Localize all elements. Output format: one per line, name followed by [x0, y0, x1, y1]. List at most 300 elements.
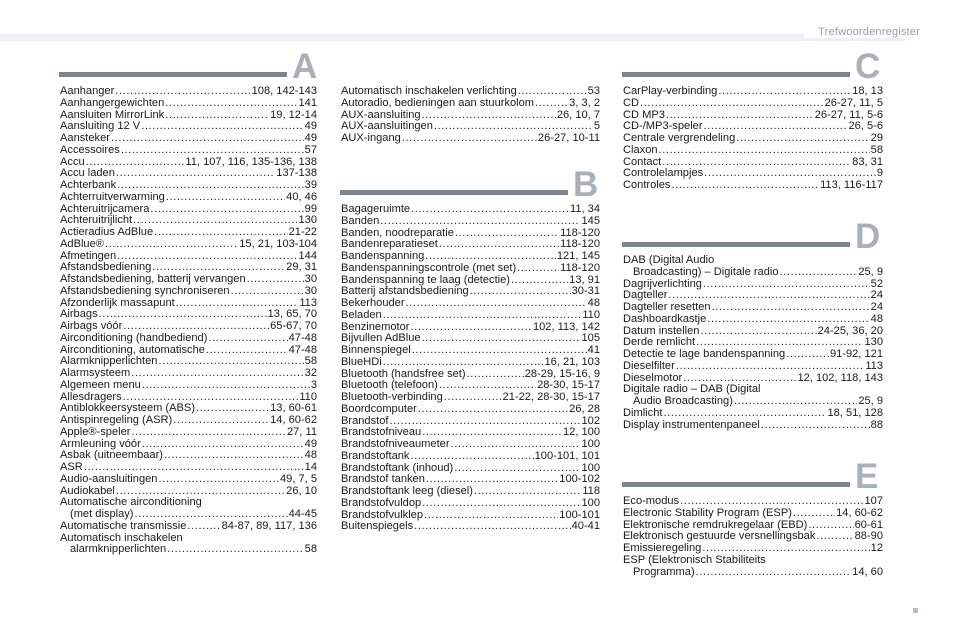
- dot-leader: [450, 439, 581, 451]
- entry-term: Controles: [623, 180, 671, 191]
- entry-pages: 100: [581, 439, 600, 450]
- entry-pages: 49: [304, 438, 317, 450]
- entry-pages: 107: [864, 496, 883, 507]
- entry-term: Achteruitrijcamera: [60, 203, 150, 215]
- entry-pages: 48: [870, 313, 883, 325]
- dot-leader: [164, 98, 297, 110]
- entry-pages: 16, 21, 103: [544, 356, 600, 368]
- entry-term: Apple®-speler: [60, 426, 131, 438]
- dot-leader: [130, 427, 286, 439]
- entry-pages: 118: [582, 486, 600, 497]
- entry-pages: 26, 10: [286, 485, 317, 497]
- entry-pages: 18, 51, 128: [827, 407, 883, 419]
- entry-pages: 57: [304, 144, 317, 156]
- dot-leader: [166, 544, 303, 556]
- index-entry: [623, 279, 883, 291]
- entry-term: Afstandsbediening synchroniseren: [60, 285, 230, 297]
- entry-pages: 13, 65, 70: [267, 309, 317, 321]
- entry-term: Bluetooth-verbinding: [341, 392, 443, 403]
- entry-term: ASR: [60, 462, 83, 473]
- dot-leader: [658, 145, 870, 157]
- entry-term: Bluetooth (telefoon): [341, 380, 438, 392]
- dot-leader: [453, 463, 580, 475]
- dot-leader: [438, 380, 536, 392]
- index-entry: [60, 415, 317, 427]
- dot-leader: [454, 228, 559, 240]
- index-entry: [60, 439, 317, 451]
- entry-term: Airconditioning, automatische: [60, 344, 205, 356]
- index-entry: [60, 333, 317, 345]
- index-entry: [341, 204, 600, 216]
- dot-leader: [667, 290, 869, 302]
- index-entry: [60, 180, 317, 192]
- entry-pages: 137-138: [276, 168, 317, 180]
- entry-pages: 83, 31: [852, 156, 883, 168]
- dot-leader: [116, 251, 297, 263]
- section-letter: E: [855, 457, 879, 496]
- index-entry: [623, 290, 883, 302]
- dot-leader: [703, 168, 876, 180]
- entry-term: Programma): [633, 566, 695, 578]
- entry-term: Armleuning vóór: [60, 438, 141, 450]
- entry-pages: 26, 5-6: [848, 121, 883, 133]
- dot-leader: [516, 263, 559, 275]
- dot-leader: [421, 333, 581, 345]
- index-entry: [623, 255, 883, 267]
- dot-leader: [401, 133, 537, 145]
- entry-term: (met display): [70, 509, 134, 520]
- entry-term: Dagrijverlichting: [623, 278, 702, 290]
- index-entry: [341, 474, 600, 486]
- dot-leader: [717, 86, 851, 98]
- entry-term: AdBlue®: [60, 238, 104, 250]
- entry-term: Claxon: [623, 144, 658, 156]
- entry-pages: 12, 100: [562, 427, 600, 439]
- index-entry: [623, 133, 883, 145]
- entry-pages: 47-48: [288, 332, 317, 344]
- index-entry: [341, 121, 600, 133]
- section-letter: B: [573, 165, 599, 204]
- dot-leader: [424, 251, 556, 263]
- dot-leader: [207, 333, 287, 345]
- entry-term: Digitale radio – DAB (Digital: [623, 384, 761, 396]
- entry-term: Controlelampjes: [623, 168, 704, 180]
- entry-term: Automatische transmissie: [60, 520, 187, 532]
- dot-leader: [410, 204, 569, 216]
- index-entry: [623, 314, 883, 326]
- entry-pages: 121, 145: [556, 251, 600, 262]
- index-entry: [623, 496, 883, 508]
- index-entry: [623, 508, 883, 520]
- dot-leader: [661, 157, 851, 169]
- index-entry: [623, 408, 883, 420]
- entry-term: Bandenreparatieset: [341, 239, 438, 251]
- entry-pages: 49: [304, 133, 317, 144]
- index-entry: [341, 404, 600, 416]
- dot-leader: [670, 180, 819, 192]
- dot-leader: [421, 110, 556, 122]
- dot-leader: [423, 510, 558, 522]
- entry-term: Antispinregeling (ASR): [60, 415, 173, 426]
- entry-pages: 15, 21, 103-104: [239, 238, 317, 250]
- dot-leader: [115, 486, 285, 498]
- index-entry: [60, 380, 317, 392]
- dot-leader: [83, 462, 304, 474]
- index-list-b: [341, 204, 600, 533]
- entry-pages: 13, 91: [569, 274, 600, 286]
- index-entry: [623, 520, 883, 532]
- index-entry: [60, 533, 317, 545]
- index-entry: [341, 86, 600, 98]
- section-heading-c: [622, 47, 884, 88]
- dot-leader: [662, 408, 826, 420]
- dot-leader: [141, 439, 304, 451]
- dot-leader: [473, 486, 581, 498]
- dot-leader: [695, 337, 863, 349]
- entry-pages: 60-61: [854, 519, 883, 531]
- dot-leader: [421, 498, 580, 510]
- entry-term: Airbags: [60, 309, 98, 321]
- entry-pages: 113: [299, 297, 317, 309]
- entry-term: Display instrumentenpaneel: [623, 419, 760, 431]
- entry-term: Centrale vergrendeling: [623, 133, 736, 144]
- index-entry: [623, 168, 883, 180]
- entry-term: Afmetingen: [60, 250, 117, 262]
- dot-leader: [164, 110, 269, 122]
- entry-pages: 30-31: [571, 286, 600, 298]
- entry-pages: 52: [870, 278, 883, 290]
- entry-term: Bandenspanning: [341, 251, 425, 262]
- entry-pages: 39: [304, 180, 317, 191]
- entry-term: Brandstoftank (inhoud): [341, 462, 454, 474]
- index-entry: [60, 521, 317, 533]
- index-entry: [60, 321, 317, 333]
- index-entry: [341, 369, 600, 381]
- dot-leader: [675, 361, 865, 373]
- dot-leader: [230, 286, 304, 298]
- entry-term: Bagageruimte: [341, 204, 411, 215]
- dot-leader: [205, 345, 288, 357]
- index-entry: [60, 298, 317, 310]
- dot-leader: [438, 239, 559, 251]
- dot-leader: [115, 168, 275, 180]
- dot-leader: [411, 345, 587, 357]
- index-entry: [623, 337, 883, 349]
- entry-term: Accu laden: [60, 168, 115, 180]
- entry-term: Audio Broadcasting): [633, 396, 733, 407]
- entry-pages: 12: [870, 543, 883, 554]
- entry-term: Aansteker: [60, 133, 110, 144]
- index-entry: [60, 86, 317, 98]
- entry-term: Automatisch inschakelen verlichting: [341, 86, 517, 97]
- dot-leader: [665, 110, 814, 122]
- dot-leader: [534, 98, 568, 110]
- index-list-a-continued: [341, 86, 600, 145]
- index-entry: [341, 310, 600, 322]
- entry-term: Aanhanger: [60, 86, 115, 97]
- dot-leader: [153, 227, 288, 239]
- index-entry: [623, 384, 883, 396]
- entry-pages: 11, 34: [569, 204, 600, 215]
- entry-pages: 99: [304, 203, 317, 215]
- entry-term: Brandstofvuldop: [341, 497, 422, 509]
- index-entry: [623, 349, 883, 361]
- entry-pages: 113: [865, 360, 883, 372]
- index-entry: [60, 204, 317, 216]
- entry-pages: 12, 102, 118, 143: [797, 372, 883, 384]
- entry-term: Brandstoftank leeg (diesel): [341, 486, 473, 497]
- entry-pages: 48: [304, 450, 317, 462]
- index-entry: [60, 392, 317, 404]
- entry-pages: 145: [581, 215, 600, 227]
- dot-leader: [141, 380, 310, 392]
- entry-term: Binnenspiegel: [341, 345, 411, 356]
- entry-pages: 30: [304, 285, 317, 297]
- entry-term: Dieselmotor: [623, 372, 683, 384]
- dot-leader: [122, 392, 299, 404]
- index-entry: [623, 373, 883, 385]
- index-entry: [341, 228, 600, 240]
- entry-term: Asbak (uitneembaar): [60, 450, 163, 462]
- index-entry: [341, 498, 600, 510]
- index-entry: [60, 403, 317, 415]
- index-entry: [341, 133, 600, 145]
- entry-term: Bijvullen AdBlue: [341, 333, 421, 345]
- entry-term: BlueHDi: [341, 356, 382, 368]
- entry-term: Contact: [623, 156, 662, 168]
- index-entry: [623, 302, 883, 314]
- index-entry: [623, 543, 883, 555]
- index-entry: [60, 509, 317, 521]
- index-entry: [60, 98, 317, 110]
- entry-term: Brandstof tanken: [341, 474, 425, 486]
- dot-leader: [405, 298, 587, 310]
- index-entry: [60, 450, 317, 462]
- page-marker: [913, 608, 918, 613]
- entry-term: Audiokabel: [60, 485, 115, 497]
- dot-leader: [157, 474, 279, 486]
- entry-pages: 100-102: [559, 474, 600, 486]
- section-divider: [622, 242, 850, 247]
- entry-term: Dashboardkastje: [623, 313, 707, 325]
- entry-pages: 9: [876, 168, 883, 180]
- entry-pages: 49, 7, 5: [279, 473, 317, 485]
- entry-pages: 130: [864, 337, 883, 349]
- index-entry: [60, 145, 317, 157]
- index-entry: [623, 267, 883, 279]
- entry-pages: 100-101, 101: [534, 450, 600, 462]
- index-list-d: [623, 255, 883, 431]
- entry-term: Bandenspanning te laag (detectie): [341, 274, 510, 286]
- entry-pages: 88: [870, 419, 883, 431]
- entry-term: Bekerhouder: [341, 298, 405, 309]
- entry-term: Bandenspanningscontrole (met set): [341, 262, 517, 274]
- dot-leader: [702, 279, 870, 291]
- entry-pages: 26-27, 11, 5-6: [814, 109, 883, 121]
- index-entry: [341, 345, 600, 357]
- index-list-e: [623, 496, 883, 578]
- entry-term: Airconditioning (handbediend): [60, 332, 208, 344]
- index-entry: [60, 239, 317, 251]
- index-list-c: [623, 86, 883, 192]
- entry-pages: 47-48: [288, 344, 317, 356]
- entry-term: Electronic Stability Program (ESP): [623, 507, 792, 519]
- entry-pages: 14: [304, 462, 317, 473]
- section-heading-d: [622, 217, 884, 258]
- entry-pages: 28-29, 15-16, 9: [524, 368, 600, 380]
- entry-pages: 58: [870, 144, 883, 156]
- entry-pages: 28-30, 15-17: [537, 380, 600, 392]
- entry-term: Aansluiting 12 V: [60, 121, 141, 133]
- entry-term: Bluetooth (handsfree set): [341, 368, 466, 380]
- index-entry: [623, 157, 883, 169]
- entry-term: Dieselfilter: [623, 360, 675, 372]
- entry-pages: 53: [587, 86, 600, 97]
- entry-term: Dimlicht: [623, 407, 663, 419]
- section-letter: A: [292, 47, 318, 86]
- dot-leader: [98, 309, 267, 321]
- index-entry: [623, 180, 883, 192]
- entry-pages: 113, 116-117: [820, 180, 883, 191]
- entry-term: Alarmsysteem: [60, 368, 131, 379]
- dot-leader: [682, 373, 796, 385]
- entry-pages: 24: [870, 290, 883, 302]
- index-entry: [60, 227, 317, 239]
- dot-leader: [679, 496, 863, 508]
- entry-pages: 21-22: [288, 227, 317, 238]
- index-entry: [341, 263, 600, 275]
- dot-leader: [165, 192, 285, 204]
- entry-term: Broadcasting) – Digitale radio: [633, 266, 779, 278]
- entry-term: Detectie te lage bandenspanning: [623, 349, 786, 360]
- dot-leader: [760, 420, 870, 432]
- dot-leader: [120, 145, 304, 157]
- entry-pages: 40, 46: [286, 191, 317, 203]
- entry-pages: 27, 11: [286, 426, 317, 438]
- entry-pages: 141: [298, 97, 317, 109]
- entry-term: Accessoires: [60, 144, 120, 156]
- index-entry: [341, 286, 600, 298]
- index-entry: [341, 110, 600, 122]
- entry-term: Beladen: [341, 309, 382, 321]
- dot-leader: [246, 274, 304, 286]
- entry-pages: 130: [298, 215, 317, 227]
- entry-term: Banden, noodreparatie: [341, 227, 454, 239]
- entry-pages: 21-22, 28-30, 15-17: [502, 392, 600, 403]
- entry-pages: 3: [310, 379, 317, 391]
- dot-leader: [409, 322, 532, 334]
- entry-pages: 110: [582, 309, 600, 321]
- index-entry: [623, 326, 883, 338]
- entry-pages: 65-67, 70: [270, 321, 317, 332]
- index-entry: [623, 98, 883, 110]
- index-entry: [60, 474, 317, 486]
- index-entry: [341, 510, 600, 522]
- entry-term: Dagteller resetten: [623, 302, 711, 313]
- dot-leader: [517, 86, 587, 98]
- dot-leader: [785, 349, 829, 361]
- entry-term: Afzonderlijk massapunt: [60, 297, 175, 309]
- entry-pages: 19, 12-14: [270, 109, 317, 121]
- entry-term: Aansluiten MirrorLink: [60, 109, 165, 121]
- section-divider: [622, 482, 850, 487]
- dot-leader: [163, 450, 304, 462]
- index-entry: [341, 463, 600, 475]
- dot-leader: [792, 508, 835, 520]
- entry-pages: 144: [298, 250, 317, 262]
- index-entry: [623, 361, 883, 373]
- dot-leader: [733, 396, 857, 408]
- entry-term: Boordcomputer: [341, 403, 417, 415]
- entry-pages: 118-120: [560, 262, 600, 274]
- entry-pages: 25, 9: [858, 266, 883, 278]
- entry-pages: 102, 113, 142: [532, 321, 600, 333]
- dot-leader: [388, 416, 580, 428]
- section-heading-e: [622, 457, 884, 498]
- entry-term: AUX-ingang: [341, 133, 401, 144]
- index-entry: [623, 396, 883, 408]
- index-entry: [341, 275, 600, 287]
- entry-term: CarPlay-verbinding: [623, 86, 718, 97]
- index-entry: [60, 192, 317, 204]
- entry-term: Brandstofniveaumeter: [341, 439, 450, 450]
- entry-pages: 14, 60-62: [836, 507, 883, 519]
- index-entry: [60, 110, 317, 122]
- entry-pages: 100-101: [559, 509, 600, 521]
- entry-pages: 100: [581, 462, 600, 474]
- index-entry: [60, 368, 317, 380]
- dot-leader: [735, 133, 869, 145]
- entry-pages: 26, 10, 7: [556, 109, 600, 121]
- entry-term: Actieradius AdBlue: [60, 227, 154, 238]
- entry-term: CD: [623, 97, 640, 109]
- entry-pages: 25, 9: [858, 396, 883, 407]
- index-entry: [60, 274, 317, 286]
- index-entry: [341, 451, 600, 463]
- entry-term: Automatisch inschakelen: [60, 532, 183, 544]
- index-entry: [623, 420, 883, 432]
- section-letter: D: [855, 217, 881, 256]
- entry-term: Automatische airconditioning: [60, 497, 202, 509]
- entry-pages: 84-87, 89, 117, 136: [221, 520, 317, 532]
- dot-leader: [703, 121, 848, 133]
- index-entry: [60, 356, 317, 368]
- index-entry: [341, 392, 600, 404]
- index-entry: [60, 157, 317, 169]
- entry-term: Autoradio, bedieningen aan stuurkolom: [341, 97, 535, 109]
- entry-term: Antiblokkeersysteem (ABS): [60, 403, 196, 415]
- dot-leader: [175, 298, 299, 310]
- index-entry: [60, 262, 317, 274]
- section-divider: [59, 72, 287, 77]
- entry-pages: 91-92, 121: [829, 349, 883, 360]
- index-entry: [623, 110, 883, 122]
- dot-leader: [186, 521, 220, 533]
- entry-term: Algemeen menu: [60, 379, 141, 391]
- section-heading-a: [59, 47, 320, 88]
- index-entry: [60, 309, 317, 321]
- entry-term: Brandstoftank: [341, 450, 410, 462]
- entry-term: alarmknipperlichten: [70, 544, 167, 556]
- dot-leader: [421, 427, 562, 439]
- index-entry: [60, 544, 317, 556]
- entry-pages: 26-27, 11, 5: [824, 97, 883, 109]
- entry-term: Accu: [60, 156, 85, 168]
- dot-leader: [711, 302, 870, 314]
- index-entry: [341, 251, 600, 263]
- entry-term: Batterij afstandsbediening: [341, 286, 469, 298]
- dot-leader: [151, 262, 285, 274]
